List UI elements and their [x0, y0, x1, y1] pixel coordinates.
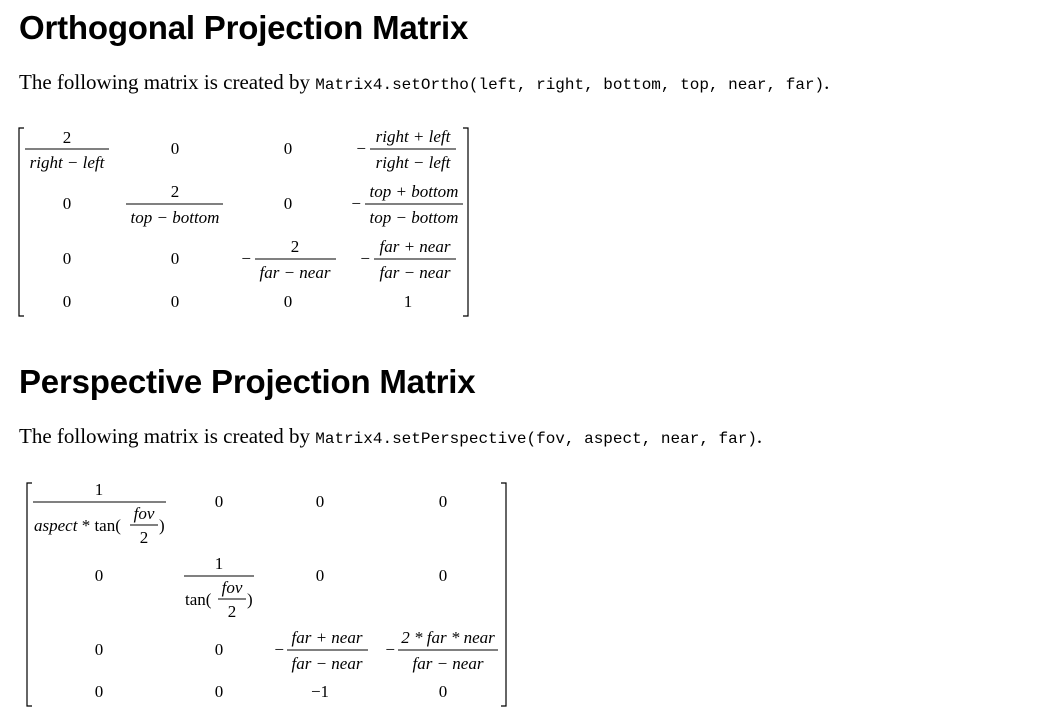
ortho-heading: Orthogonal Projection Matrix [19, 9, 469, 46]
persp-r1c0: 0 [94, 566, 104, 585]
ortho-r1c2: 0 [283, 194, 293, 213]
persp-r1c3: 0 [438, 566, 448, 585]
persp-r3c2: −1 [310, 682, 330, 701]
ortho-r1c3-sign: − [351, 194, 361, 213]
persp-r1c1-inner-numerator: fov [221, 578, 243, 597]
ortho-r3c3: 1 [403, 292, 413, 311]
ortho-right-bracket [463, 128, 468, 316]
ortho-r0c1: 0 [170, 139, 180, 158]
ortho-r2c2-denominator: far − near [259, 263, 331, 282]
persp-r2c0: 0 [94, 640, 104, 659]
ortho-r0c2: 0 [283, 139, 293, 158]
ortho-intro-period: . [824, 70, 830, 94]
ortho-r0c3-sign: − [356, 139, 366, 158]
ortho-r0c0-denominator: right − left [29, 153, 105, 172]
persp-r0c0-tan: * tan( [77, 516, 121, 535]
persp-intro-period: . [756, 424, 763, 448]
persp-r0c2: 0 [315, 492, 325, 511]
persp-r1c1-tan: tan( [185, 590, 212, 609]
ortho-intro-code: Matrix4.setOrtho(left, right, bottom, top, near, far) [315, 76, 825, 94]
persp-r0c0-inner-denominator: 2 [139, 528, 149, 547]
ortho-left-bracket [19, 128, 24, 316]
ortho-r1c0: 0 [62, 194, 72, 213]
persp-left-bracket [27, 483, 32, 706]
persp-r2c3-sign: − [385, 640, 395, 659]
persp-r2c2-sign: − [274, 640, 284, 659]
persp-r0c0-denominator [34, 516, 121, 535]
ortho-r2c3-denominator: far − near [379, 263, 451, 282]
persp-r1c2: 0 [315, 566, 325, 585]
persp-r0c0-numerator: 1 [94, 480, 104, 499]
persp-r0c0-close-paren: ) [159, 516, 165, 535]
ortho-r0c3-numerator: right + left [375, 127, 451, 146]
persp-intro-text: The following matrix is created by [19, 424, 316, 448]
ortho-r1c1-denominator: top − bottom [130, 208, 220, 227]
persp-r1c1-numerator: 1 [214, 554, 224, 573]
ortho-r3c0: 0 [62, 292, 72, 311]
persp-r3c3: 0 [438, 682, 448, 701]
ortho-r1c3-numerator: top + bottom [369, 182, 459, 201]
persp-intro-code: Matrix4.setPerspective(fov, aspect, near, far) [315, 430, 757, 448]
ortho-r1c1-numerator: 2 [170, 182, 180, 201]
persp-matrix [0, 470, 1040, 715]
persp-right-bracket [501, 483, 506, 706]
ortho-r2c0: 0 [62, 249, 72, 268]
ortho-r1c3-denominator: top − bottom [369, 208, 459, 227]
persp-r1c1-inner-denominator: 2 [227, 602, 237, 621]
ortho-r2c3-numerator: far + near [379, 237, 451, 256]
ortho-matrix [0, 0, 1040, 330]
persp-r0c0-inner-numerator: fov [133, 504, 155, 523]
ortho-r2c1: 0 [170, 249, 180, 268]
persp-r0c0-aspect: aspect [34, 516, 78, 535]
persp-r2c2-denominator: far − near [291, 654, 363, 673]
persp-r0c3: 0 [438, 492, 448, 511]
ortho-intro-text: The following matrix is created by [19, 70, 316, 94]
ortho-r3c1: 0 [170, 292, 180, 311]
persp-r2c1: 0 [214, 640, 224, 659]
persp-r2c3-numerator: 2 * far * near [401, 628, 495, 647]
persp-r3c0: 0 [94, 682, 104, 701]
persp-r2c2-numerator: far + near [291, 628, 363, 647]
ortho-r2c2-numerator: 2 [290, 237, 300, 256]
ortho-r2c2-sign: − [241, 249, 251, 268]
persp-r0c1: 0 [214, 492, 224, 511]
ortho-r0c0-numerator: 2 [62, 128, 72, 147]
persp-r2c3-denominator: far − near [412, 654, 484, 673]
ortho-r3c2: 0 [283, 292, 293, 311]
persp-intro [19, 426, 762, 447]
persp-heading: Perspective Projection Matrix [19, 363, 476, 400]
ortho-r2c3-sign: − [360, 249, 370, 268]
persp-r3c1: 0 [214, 682, 224, 701]
ortho-r0c3-denominator: right − left [375, 153, 451, 172]
persp-r1c1-close-paren: ) [247, 590, 253, 609]
